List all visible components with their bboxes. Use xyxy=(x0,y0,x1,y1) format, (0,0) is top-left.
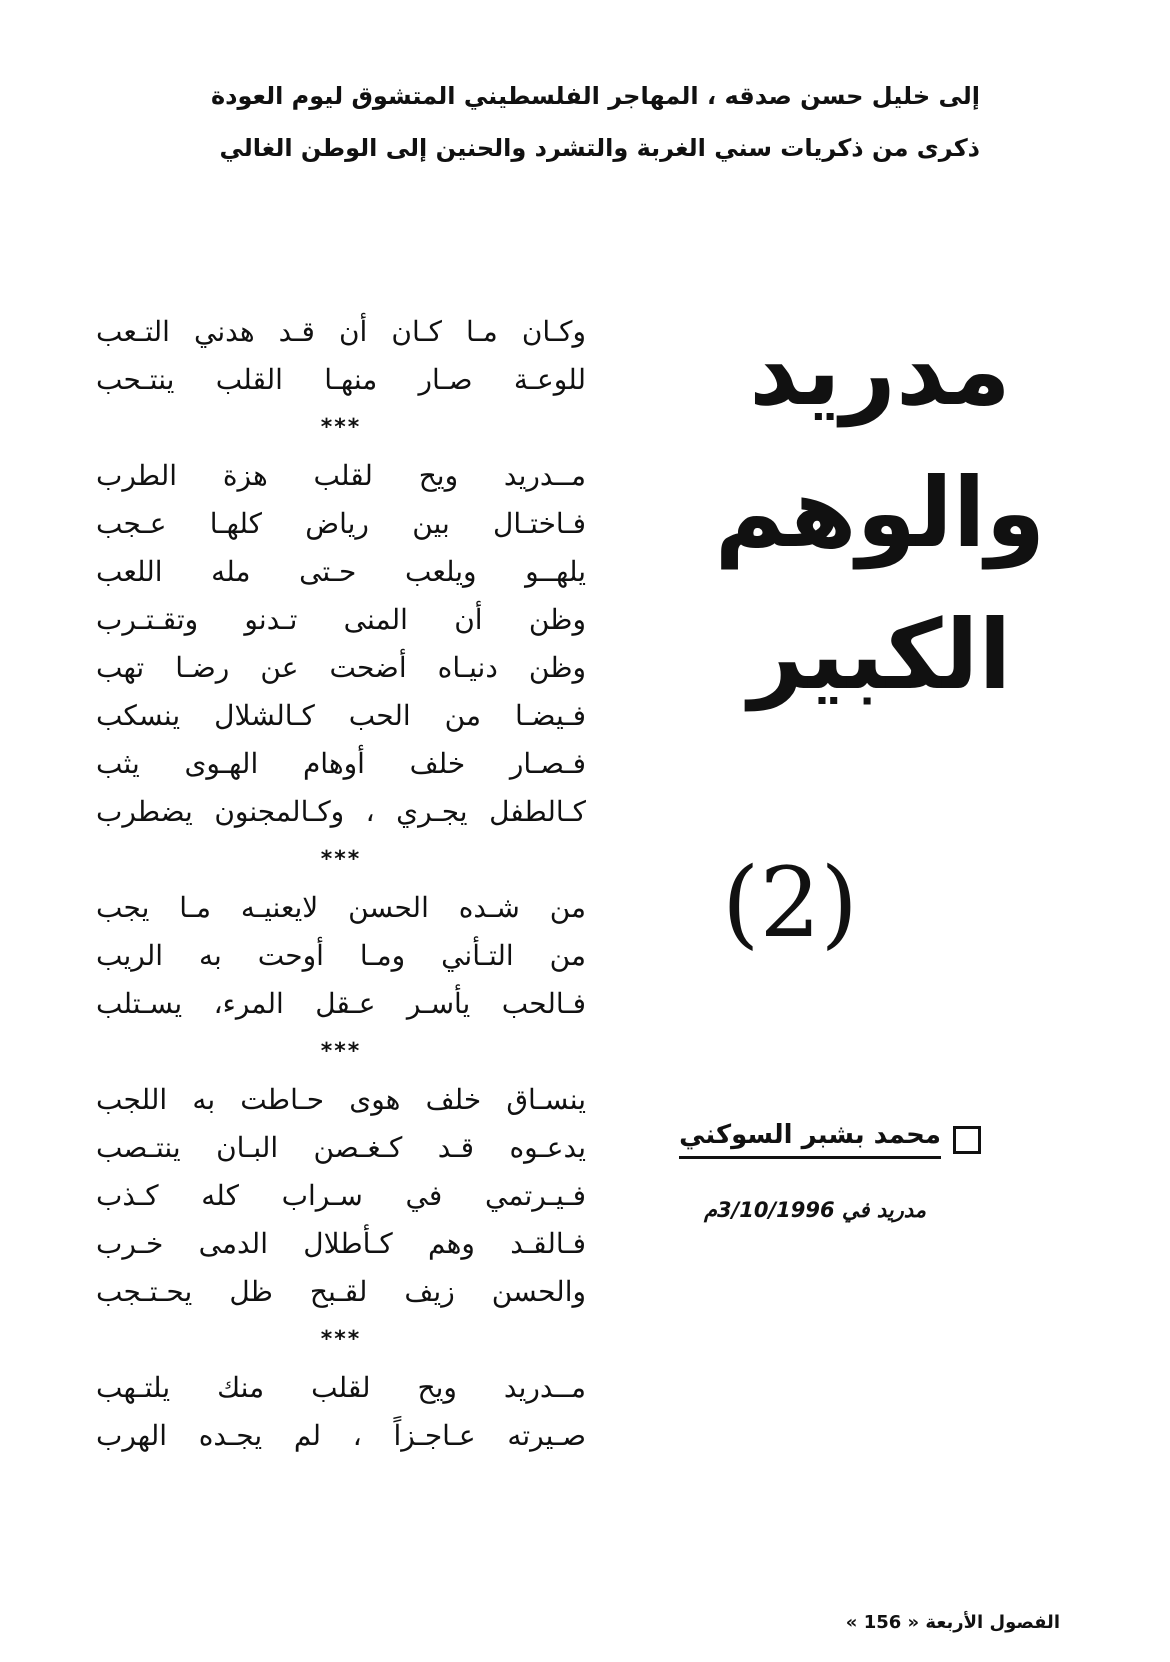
stanza-separator: *** xyxy=(320,1327,362,1352)
verse: فـاختـال بين رياض كلهـا عـجب xyxy=(96,507,586,540)
poem-title xyxy=(660,300,1100,726)
verse: ينسـاق خلف هوى حـاطت به اللجب xyxy=(96,1083,586,1116)
title-line: والوهم xyxy=(714,457,1046,569)
stanza-separator: *** xyxy=(320,1039,362,1064)
verse: فـصـار خلف أوهام الهـوى يثب xyxy=(96,747,586,780)
author-name: محمد بشبر السوكني xyxy=(679,1120,941,1159)
title-line: الكبير xyxy=(748,599,1012,711)
verse: فـيـرتمي في سـراب كله كـذب xyxy=(96,1179,586,1212)
dedication-line: إلى خليل حسن صدقه ، المهاجر الفلسطيني المتشوق ليوم العودة xyxy=(211,82,980,110)
square-bullet-icon xyxy=(953,1126,981,1154)
title-number: (2) xyxy=(722,847,858,959)
author-byline xyxy=(650,1120,1010,1159)
verse: مــدريد ويح لقلب منك يلتـهب xyxy=(96,1371,586,1404)
verse: كـالطفل يجـري ، وكـالمجنون يضطرب xyxy=(96,795,586,828)
verse: يدعـوه قـد كـغـصن البـان ينتـصب xyxy=(96,1131,586,1164)
verse: فـيضـا من الحب كـالشلال ينسكب xyxy=(96,699,586,732)
verse: فـالقـد وهم كـأطلال الدمى خـرب xyxy=(96,1227,586,1260)
poem-body xyxy=(96,308,586,1460)
verse: للوعـة صـار منهـا القلب ينتـحب xyxy=(96,363,586,396)
place-date: مدريد في 3/10/1996م xyxy=(703,1198,927,1222)
verse: صـيرته عـاجـزاً ، لم يجـده الهرب xyxy=(96,1419,586,1452)
verse: من شـده الحسن لايعنيـه مـا يجب xyxy=(96,891,586,924)
dedication xyxy=(100,70,980,174)
title-line: مدريد xyxy=(749,315,1011,427)
dedication-line: ذكرى من ذكريات سني الغربة والتشرد والحنين إلى الوطن الغالي xyxy=(219,134,980,162)
verse: فـالحب يأسـر عـقل المرء، يسـتلب xyxy=(96,987,586,1020)
page-footer: الفصول الأربعة « 156 » xyxy=(845,1612,1060,1633)
stanza-separator: *** xyxy=(320,415,362,440)
verse: يلهــو ويلعب حـتى مله اللعب xyxy=(96,555,586,588)
verse: وظن دنيـاه أضحت عن رضـا تهب xyxy=(96,651,586,684)
verse: من التـأني ومـا أوحت به الريب xyxy=(96,939,586,972)
stanza-separator: *** xyxy=(320,847,362,872)
verse: مــدريد ويح لقلب هزة الطرب xyxy=(96,459,586,492)
verse: والحسن زيف لقـبح ظل يحـتـجب xyxy=(96,1275,586,1308)
verse: وكـان مـا كـان أن قـد هدني التـعب xyxy=(96,315,586,348)
verse: وظن أن المنى تـدنو وتقـتـرب xyxy=(96,603,586,636)
